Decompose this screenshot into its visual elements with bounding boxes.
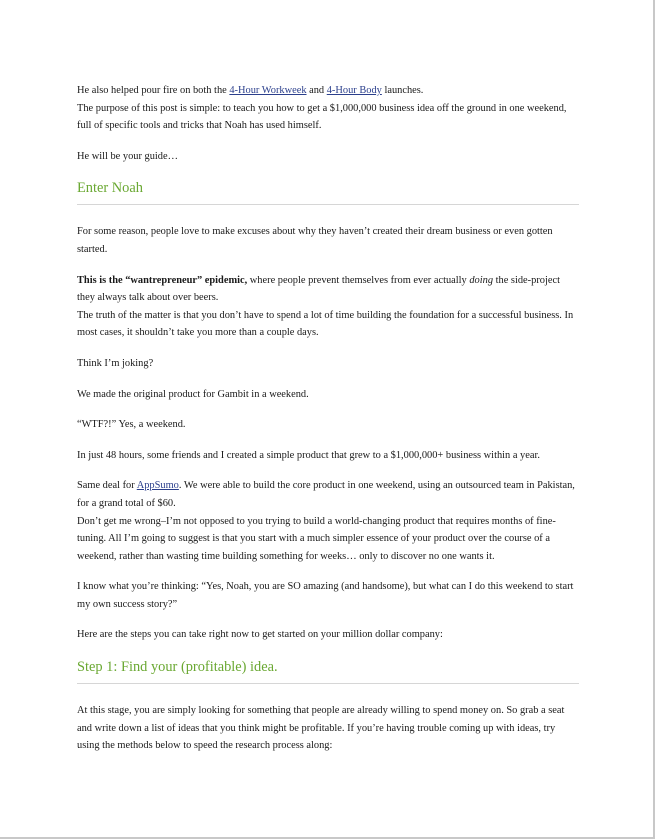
paragraph-launches: He also helped pour fire on both the 4-Hour Workweek and 4-Hour Body launches.	[77, 85, 424, 96]
article-body	[77, 82, 579, 768]
paragraph-truth: The truth of the matter is that you don’t have to spend a lot of time building the foundation for a successful business. In most cases, it shouldn’t take you more than a couple days.	[77, 309, 574, 339]
paragraph-joking: Think I’m joking?	[77, 357, 154, 369]
paragraph-steps: Here are the steps you can take right now to get started on your million dollar company:	[77, 629, 443, 641]
paragraph-48-hours: In just 48 hours, some friends and I created a simple product that grew to a $1,000,000+ business within a year.	[77, 449, 540, 461]
paragraph-appsumo: Same deal for AppSumo. We were able to build the core product in one weekend, using an outsourced team in Pakistan, for a grand total of $60.	[77, 480, 575, 509]
paragraph-purpose: The purpose of this post is simple: to teach you how to get a $1,000,000 business idea off the ground in one weekend, full of specific tools and tricks that Noah has used himself.	[77, 102, 567, 132]
paragraph-thinking: I know what you’re thinking: “Yes, Noah, you are SO amazing (and handsome), but what can I do this weekend to start my own success story?”	[77, 581, 574, 610]
paragraph-excuses: For some reason, people love to make excuses about why they haven’t created their dream business or even gotten started.	[77, 226, 553, 255]
paragraph-guide: He will be your guide…	[77, 150, 178, 162]
paragraph-dont-get-me-wrong: Don’t get me wrong–I’m not opposed to you trying to build a world-changing product that requires months of fine-tuning. All I’m going to suggest is that you start with a much simpler essence of your product over the course of a weekend, rather than wasting time building something for weeks… only to discover no one wants it.	[77, 515, 556, 562]
paragraph-stage: At this stage, you are simply looking for something that people are already willing to spend money on. So grab a seat and write down a list of ideas that you think might be profitable. If you’re having trouble coming up with ideas, try using the methods below to speed the research process along:	[77, 705, 565, 752]
paragraph-wantrepreneur: This is the “wantrepreneur” epidemic, where people prevent themselves from ever actually doing the side-project they always talk about over beers.	[77, 274, 560, 304]
heading-enter-noah: Enter Noah	[77, 178, 579, 205]
link-appsumo[interactable]: AppSumo	[136, 480, 179, 492]
link-4-hour-body[interactable]: 4-Hour Body	[326, 85, 382, 96]
link-4-hour-workweek[interactable]: 4-Hour Workweek	[229, 85, 307, 96]
paragraph-gambit: We made the original product for Gambit in a weekend.	[77, 388, 309, 400]
paragraph-wtf: “WTF?!” Yes, a weekend.	[77, 419, 186, 431]
heading-step-1: Step 1: Find your (profitable) idea.	[77, 657, 579, 684]
